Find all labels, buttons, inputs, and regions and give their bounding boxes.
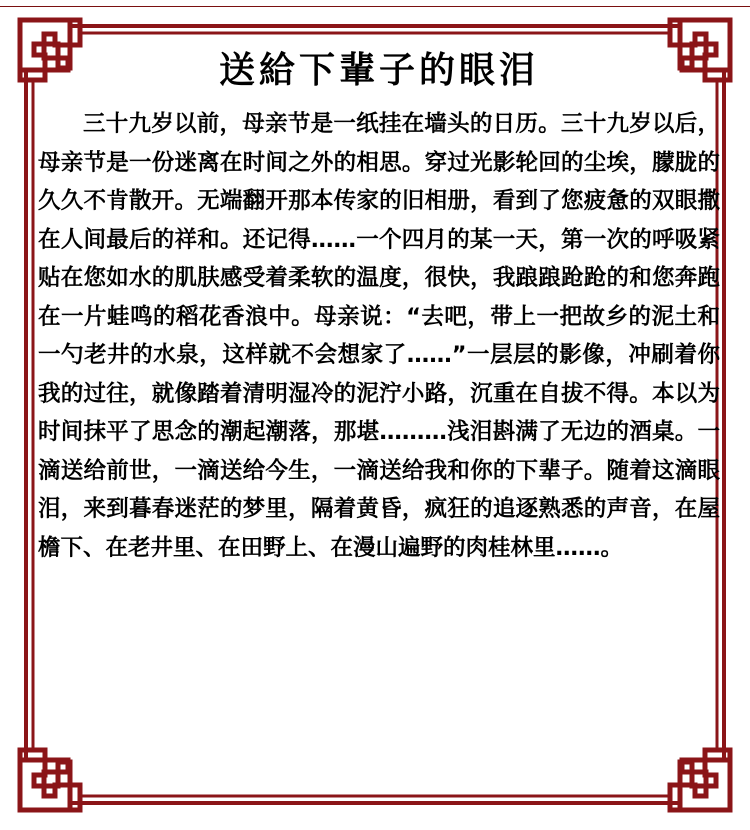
document-title: 送給下輩子的眼泪 — [218, 49, 539, 91]
document-body — [38, 45, 720, 567]
document-paragraph: 三十九岁以前，母亲节是一纸挂在墙头的日历。三十九岁以后，母亲节是一份迷离在时间之外的相思。穿过光影轮回的尘埃，朦胧的久久不肯散开。无端翻开那本传家的旧相册，看到了您疲惫的双眼撒在人间最后的祥和。还记得……一个四月的某一天，第一次的呼吸紧贴在您如水的肌肤感受着柔软的温度，很快，我踉踉跄跄的和您奔跑在一片蛙鸣的稻花香浪中。母亲说：“去吧，带上一把故乡的泥土和一勺老井的水泉，这样就不会想家了……”一层层的影像，冲刷着你我的过往，就像踏着清明湿冷的泥泞小路，沉重在自拔不得。本以为时间抹平了思念的潮起潮落，那堪………浅泪斟满了无边的酒桌。一滴送给前世，一滴送给今生，一滴送给我和你的下辈子。随着这滴眼泪，来到暮春迷茫的梦里，隔着黄昏，疯狂的追逐熟悉的声音，在屋檐下、在老井里、在田野上、在漫山遍野的肉桂林里……。 — [38, 111, 720, 561]
corner-ornament-bottom-right — [670, 750, 730, 810]
corner-ornament-bottom-left — [20, 750, 80, 810]
